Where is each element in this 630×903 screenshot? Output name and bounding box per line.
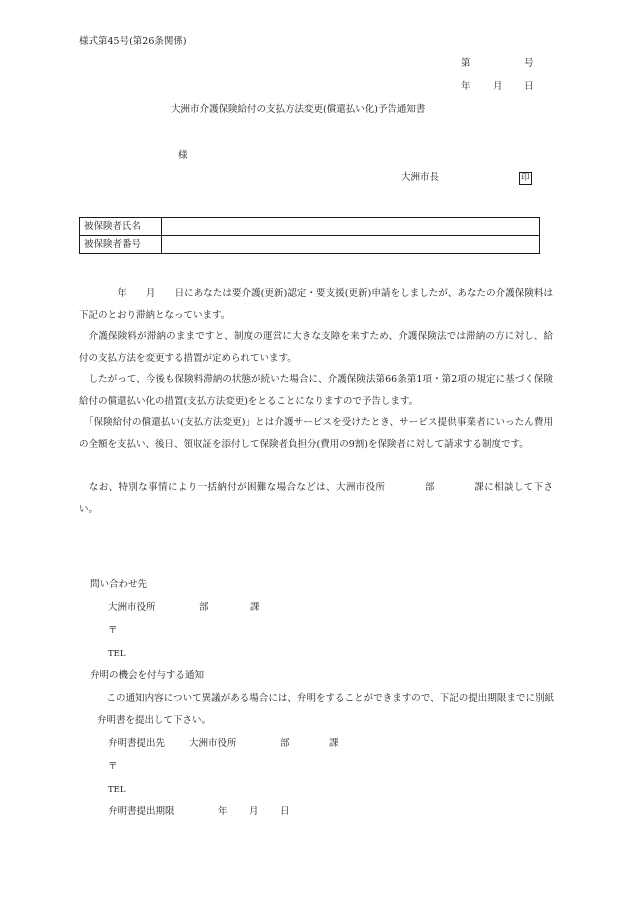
sender-name: 大洲市長 bbox=[401, 172, 440, 183]
contact-ka: 課 bbox=[250, 602, 260, 613]
hearing-ka: 課 bbox=[329, 738, 339, 749]
seal-mark bbox=[519, 171, 532, 185]
doc-no-go: 号 bbox=[524, 58, 534, 69]
body-paragraph-2: 介護保険料が滞納のままですと、制度の運営に大きな支障を来すため、介護保険法では滞納の方に対し、給付の支払方法を変更する措置が定められています。 bbox=[79, 331, 553, 364]
hearing-deadline-label: 弁明書提出期限 bbox=[108, 806, 175, 817]
insured-name-label: 被保険者氏名 bbox=[80, 218, 162, 236]
body-paragraph-3: したがって、今後も保険料滞納の状態が続いた場合に、介護保険法第66条第1項・第2項の規定に基づく保険給付の償還払い化の措置(支払方法変更)をとることになりますので予告します。 bbox=[79, 374, 553, 407]
seal-label: 印 bbox=[521, 173, 530, 183]
body-paragraph-4: 「保険給付の償還払い(支払方法変更)」とは介護サービスを受けたとき、サービス提供事業者にいったん費用の全額を支払い、後日、領収証を添付して保険者負担分(費用の9割)を保険者に対して請求する制度です。 bbox=[79, 417, 553, 450]
insured-number-value[interactable] bbox=[162, 236, 540, 254]
document-title: 大洲市介護保険給付の支払方法変更(償還払い化)予告通知書 bbox=[171, 104, 426, 115]
hearing-office: 大洲市役所 bbox=[189, 738, 237, 749]
hearing-text: この通知内容について異議がある場合には、弁明をすることができますので、下記の提出期限までに別紙弁明書を提出して下さい。 bbox=[97, 693, 554, 726]
contact-heading: 問い合わせ先 bbox=[90, 579, 148, 590]
date-hi: 日 bbox=[524, 81, 534, 92]
contact-postal: 〒 bbox=[108, 625, 118, 636]
doc-no-dai: 第 bbox=[461, 58, 471, 69]
insured-number-label: 被保険者番号 bbox=[80, 236, 162, 254]
table-row bbox=[80, 236, 540, 254]
date-nen: 年 bbox=[461, 81, 471, 92]
contact-office: 大洲市役所 bbox=[108, 602, 156, 613]
contact-tel: TEL bbox=[108, 649, 126, 659]
contact-bu: 部 bbox=[199, 602, 209, 613]
form-number: 様式第45号(第26条関係) bbox=[79, 36, 187, 47]
insured-name-value[interactable] bbox=[162, 218, 540, 236]
date-tsuki: 月 bbox=[493, 81, 503, 92]
body-paragraph-5: なお、特別な事情により一括納付が困難な場合などは、大洲市役所 部 課に相談して下さい。 bbox=[79, 482, 553, 515]
hearing-postal: 〒 bbox=[108, 761, 118, 772]
insured-info-table bbox=[79, 217, 540, 254]
addressee-suffix: 様 bbox=[178, 150, 188, 161]
hearing-deadline-hi: 日 bbox=[280, 806, 290, 817]
hearing-submit-label: 弁明書提出先 bbox=[108, 738, 166, 749]
hearing-deadline-nen: 年 bbox=[218, 806, 228, 817]
hearing-deadline-tsuki: 月 bbox=[249, 806, 259, 817]
table-row bbox=[80, 218, 540, 236]
hearing-bu: 部 bbox=[280, 738, 290, 749]
hearing-heading: 弁明の機会を付与する通知 bbox=[90, 670, 205, 681]
hearing-tel: TEL bbox=[108, 785, 126, 795]
body-paragraph-1: 年 月 日にあなたは要介護(更新)認定・要支援(更新)申請をしましたが、あなたの介護保険料は下記のとおり滞納となっています。 bbox=[79, 288, 553, 321]
